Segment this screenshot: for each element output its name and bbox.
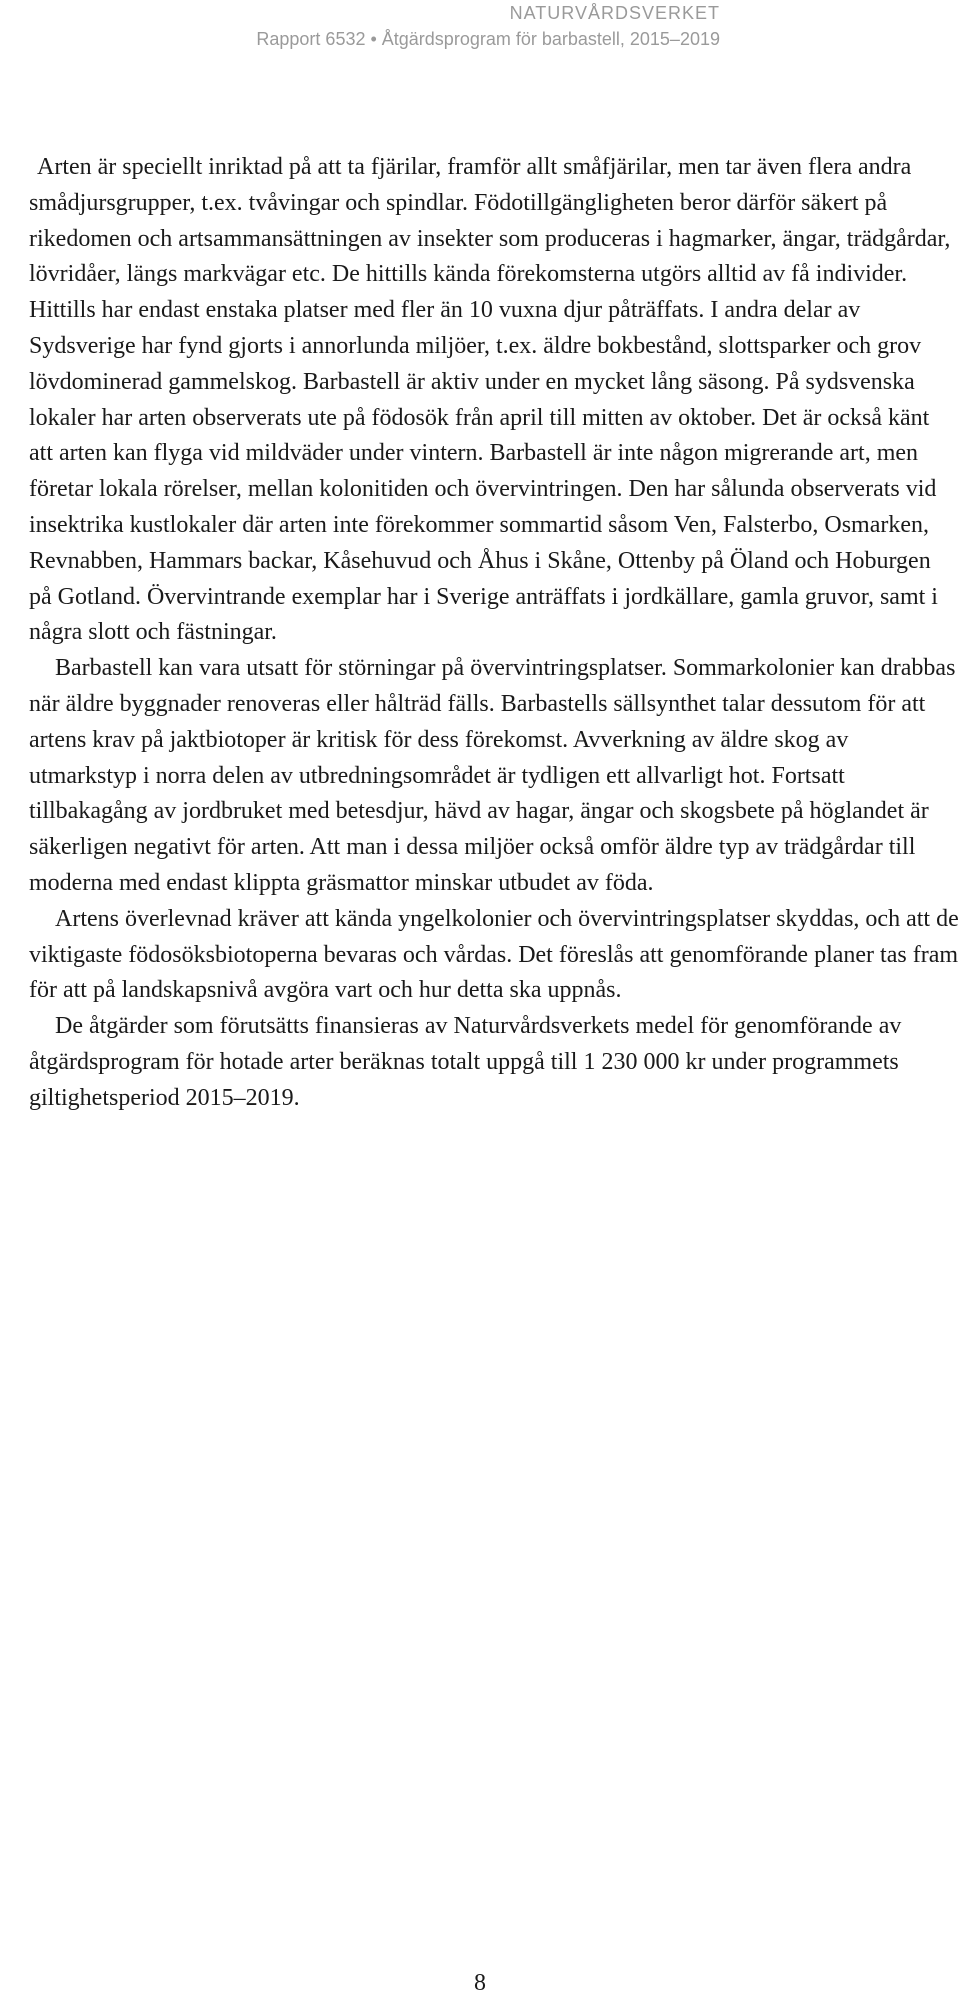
paragraph-threats: Barbastell kan vara utsatt för störningar på övervintringsplatser. Sommarkolonier kan drabbas när äldre byggnader renoveras eller hålträd fälls. Barbastells sällsynthet talar dessutom för att artens krav på jaktbiotoper är kritisk för dess förekomst. Avverkning av äldre skog av utmarkstyp i norra delen av utbredningsområdet är tydligen ett allvarligt hot. Fortsatt tillbakagång av jordbruket med betesdjur, hävd av hagar, ängar och skogsbete på höglandet är säkerligen negativt för arten. Att man i dessa miljöer också omför äldre typ av trädgårdar till moderna med endast klippta gräsmattor minskar utbudet av föda. <box>29 655 956 896</box>
paragraph-protection: Artens överlevnad kräver att kända yngelkolonier och övervintringsplatser skyddas, och att de viktigaste födosöksbiotoperna bevaras och vårdas. Det föreslås att genomförande planer tas fram för att på landskapsnivå avgöra vart och hur detta ska uppnås. <box>29 905 959 1004</box>
body-text <box>29 150 959 1117</box>
report-title-line: Rapport 6532 • Åtgärdsprogram för barbastell, 2015–2019 <box>256 29 720 49</box>
paragraph-funding: De åtgärder som förutsätts finansieras av Naturvårdsverkets medel för genomförande av åtgärdsprogram för hotade arter beräknas totalt uppgå till 1 230 000 kr under programmets giltighetsperiod 2015–2019. <box>29 1013 902 1111</box>
paragraph-food-and-habitat: Arten är speciellt inriktad på att ta fjärilar, framför allt småfjärilar, men tar även flera andra smådjursgrupper, t.ex. tvåvingar och spindlar. Födotillgängligheten beror därför säkert på rikedomen och artsammansättningen av insekter som produceras i hagmarker, ängar, trädgårdar, lövridåer, längs markvägar etc. De hittills kända förekomsterna utgörs alltid av få individer. Hittills har endast enstaka platser med fler än 10 vuxna djur påträffats. I andra delar av Sydsverige har fynd gjorts i annorlunda miljöer, t.ex. äldre bokbestånd, slottsparker och grov lövdominerad gammelskog. Barbastell är aktiv under en mycket lång säsong. På sydsvenska lokaler har arten observerats ute på födosök från april till mitten av oktober. Det är också känt att arten kan flyga vid mildväder under vintern. Barbastell är inte någon migrerande art, men företar lokala rörelser, mellan kolonitiden och övervintringen. Den har sålunda observerats vid insektrika kustlokaler där arten inte förekommer sommartid såsom Ven, Falsterbo, Osmarken, Revnabben, Hammars backar, Kåsehuvud och Åhus i Skåne, Ottenby på Öland och Hoburgen på Gotland. Övervintrande exemplar har i Sverige anträffats i jordkällare, gamla gruvor, samt i några slott och fästningar. <box>29 154 951 646</box>
running-header <box>256 0 720 52</box>
page-number: 8 <box>474 1970 486 1996</box>
publisher-name: NATURVÅRDSVERKET <box>509 3 720 23</box>
